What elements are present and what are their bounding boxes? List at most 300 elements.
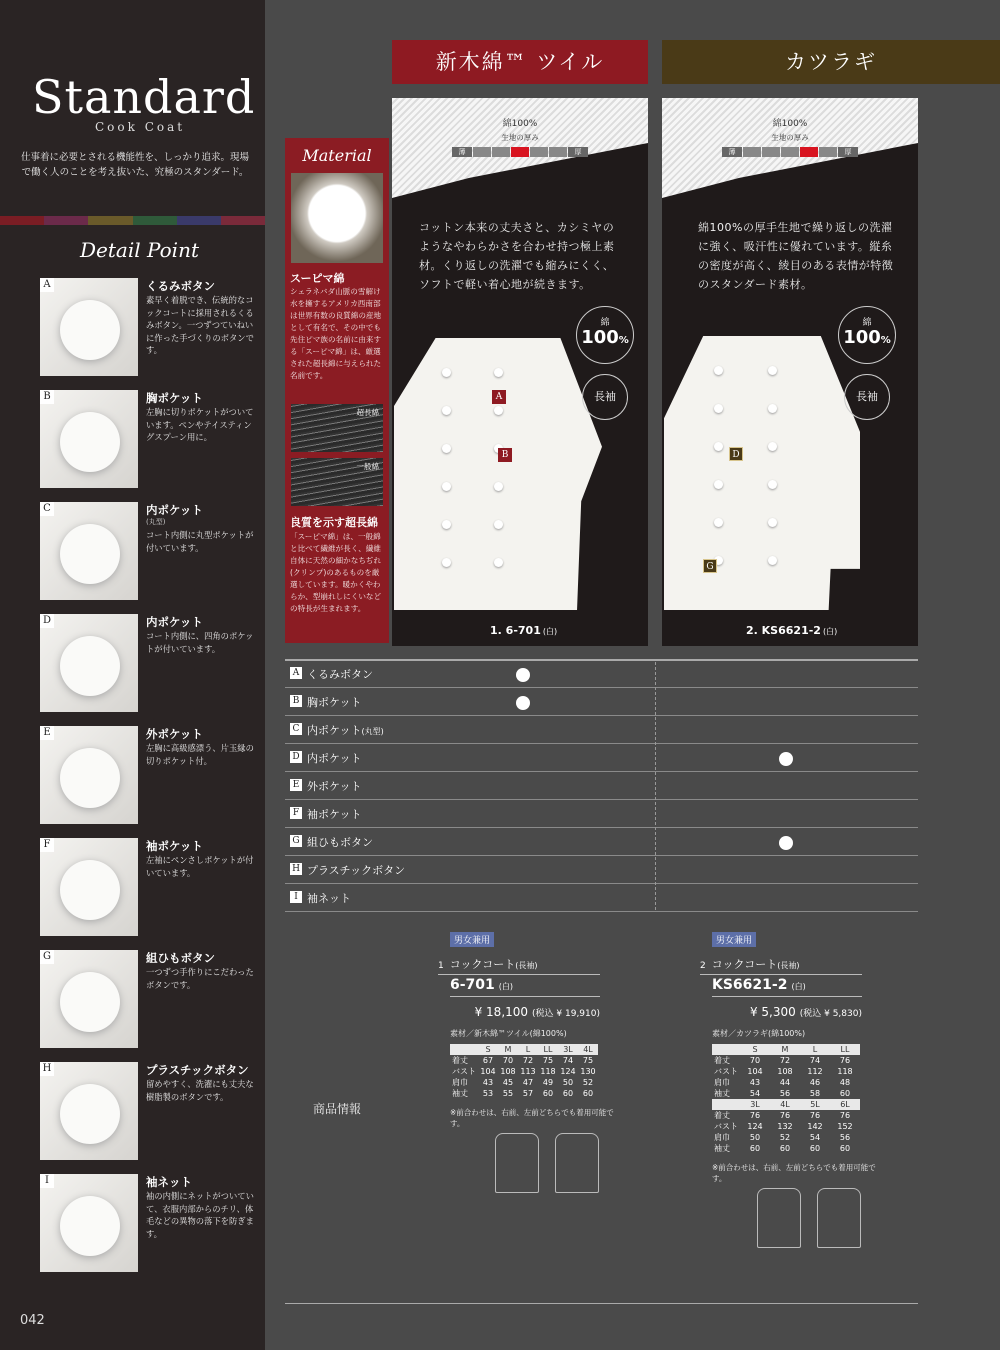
size-cell: L — [518, 1044, 538, 1055]
feature-name — [307, 666, 373, 682]
feature-name — [307, 778, 361, 794]
product-number: 1 — [438, 961, 444, 971]
detail-name: 内ポケット — [146, 615, 203, 629]
detail-item — [40, 726, 260, 826]
size-row — [712, 1088, 860, 1099]
feature-name-text: 内ポケット — [307, 752, 362, 765]
feature-letter: C — [290, 723, 302, 735]
fabric-description: 綿100%の厚手生地で繰り返しの洗濯に強く、吸汗性に優れています。縦糸の密度が高く、綾目のある表情が特徴のスタンダード素材。 — [698, 221, 894, 291]
size-cell: 着丈 — [452, 1056, 468, 1065]
intro-text: 仕事着に必要とされる機能性を、しっかり追求。現場で働く人のことを考え抜いた、究極のスタンダード。 — [20, 152, 249, 178]
detail-item — [40, 838, 260, 938]
size-cell: 43 — [749, 1078, 761, 1087]
size-cell: バスト — [714, 1067, 738, 1076]
detail-item — [40, 950, 260, 1050]
size-cell: 46 — [809, 1078, 821, 1087]
fiber-label: 超長綿 — [356, 408, 379, 417]
feature-name-text: 袖ポケット — [307, 808, 362, 821]
size-cell: 74 — [562, 1056, 574, 1065]
photo-highlight — [60, 636, 120, 696]
size-cell: 108 — [500, 1067, 516, 1076]
fit-note: ※前合わせは、右前、左前どちらでも着用可能です。 — [712, 1163, 876, 1183]
detail-name: プラスチックボタン — [146, 1063, 249, 1077]
cotton-value: 100 — [843, 327, 881, 348]
size-cell: LL — [830, 1044, 860, 1055]
feature-name — [307, 862, 405, 878]
size-cell: 124 — [747, 1122, 763, 1131]
size-cell: 47 — [522, 1078, 534, 1087]
thickness-segment — [473, 147, 491, 157]
feature-letter: G — [290, 835, 302, 847]
feature-letter: F — [290, 807, 302, 819]
detail-photo — [40, 390, 138, 488]
size-cell: 60 — [809, 1144, 821, 1153]
size-cell: バスト — [714, 1122, 738, 1131]
size-cell: 113 — [520, 1067, 536, 1076]
product-price — [450, 1005, 600, 1019]
price-tax: (税込 ¥ 5,830) — [799, 1009, 862, 1019]
material-box — [285, 138, 389, 643]
thickness-segment — [511, 147, 529, 157]
price-text: ¥ 5,300 — [749, 1005, 796, 1019]
feature-name-text: 組ひもボタン — [307, 836, 373, 849]
detail-photo — [40, 1062, 138, 1160]
detail-item — [40, 1062, 260, 1162]
sleeve-badge: 長袖 — [582, 374, 628, 420]
coat-button — [768, 480, 777, 489]
material-description: シェラネバダ山脈の雪解け水を擁するアメリカ西南部は世界有数の良質綿の産地として有名で、その中でも先住ピマ族の名前に由来する「スーピマ綿」は、厳選された超長綿に与えられた名前です。 — [290, 287, 382, 380]
size-row — [450, 1055, 598, 1066]
cotton-badge-value — [577, 328, 633, 351]
photo-highlight — [60, 1196, 120, 1256]
coat-photo — [394, 338, 602, 610]
detail-letter: I — [40, 1174, 54, 1188]
detail-name: 組ひもボタン — [146, 951, 215, 965]
detail-photo — [40, 278, 138, 376]
size-cell: 60 — [779, 1144, 791, 1153]
size-cell: 50 — [749, 1133, 761, 1142]
product-name — [700, 956, 862, 975]
feature-name — [307, 694, 361, 710]
detail-letter: G — [40, 950, 54, 964]
size-cell: 48 — [839, 1078, 851, 1087]
size-cell: 53 — [482, 1089, 494, 1098]
size-cell — [712, 1044, 740, 1055]
detail-desc: 左胸に切りポケットがついています。ペンやテイスティングスプーン用に。 — [146, 407, 254, 442]
feature-letter: D — [290, 751, 302, 763]
detail-sub: (丸型) — [146, 518, 166, 526]
size-cell: 60 — [749, 1144, 761, 1153]
product-code-text: KS6621-2 — [712, 977, 788, 993]
size-cell: 着丈 — [714, 1056, 730, 1065]
photo-highlight — [60, 412, 120, 472]
detail-photo — [40, 1174, 138, 1272]
coat-sketch — [495, 1133, 539, 1193]
feature-dot-2 — [779, 836, 793, 850]
product-material: 素材／新木綿™ツイル(綿100%) — [450, 1029, 567, 1038]
detail-name: 袖ネット — [146, 1175, 192, 1189]
size-cell: 60 — [839, 1144, 851, 1153]
product-code-color: (白) — [498, 982, 514, 991]
size-cell: 108 — [777, 1067, 793, 1076]
thin-label: 薄 — [452, 147, 472, 157]
size-cell: 118 — [837, 1067, 853, 1076]
thickness-segment — [800, 147, 818, 157]
price-tax: (税込 ¥ 19,910) — [532, 1009, 600, 1019]
page-number: 042 — [20, 1313, 45, 1328]
page-title: Standard — [32, 70, 256, 124]
cotton-photo — [291, 173, 383, 263]
size-cell: 57 — [522, 1089, 534, 1098]
coat-button — [714, 366, 723, 375]
size-cell: 72 — [522, 1056, 534, 1065]
size-cell: M — [770, 1044, 800, 1055]
size-row — [450, 1077, 598, 1088]
size-cell: 6L — [830, 1099, 860, 1110]
feature-row — [285, 800, 918, 828]
detail-desc: 留めやすく、洗濯にも丈夫な樹脂製のボタンです。 — [146, 1079, 254, 1102]
detail-desc: 素早く着脱でき、伝統的なコックコートに採用されるくるみボタン。一つずつていねいに作った手づくりのボタンです。 — [146, 295, 254, 355]
size-cell: 肩巾 — [452, 1078, 468, 1087]
thickness-segment — [530, 147, 548, 157]
fiber-label: 一般綿 — [356, 462, 379, 471]
thickness-segment — [819, 147, 837, 157]
caption-color: (白) — [542, 627, 558, 636]
feature-name-text: くるみボタン — [307, 668, 373, 681]
coat-button — [768, 404, 777, 413]
detail-name: 内ポケット — [146, 503, 203, 517]
fit-note: ※前合わせは、右前、左前どちらでも着用可能です。 — [450, 1108, 614, 1128]
coat-sketch — [817, 1188, 861, 1248]
stripe-segment — [221, 216, 265, 225]
price-text: ¥ 18,100 — [474, 1005, 529, 1019]
product-name-text: コックコート — [711, 958, 778, 971]
detail-desc: 袖の内側にネットがついていて、衣服内部からのチリ、体毛などの異物の落下を防ぎます。 — [146, 1191, 254, 1239]
size-row — [450, 1066, 598, 1077]
detail-item — [40, 614, 260, 714]
size-cell: 56 — [779, 1089, 791, 1098]
coat-button — [494, 520, 503, 529]
product-price — [712, 1005, 862, 1019]
size-cell: 54 — [809, 1133, 821, 1142]
thick-label: 厚 — [838, 147, 858, 157]
quality-title: 良質を示す超長綿 — [290, 516, 378, 529]
coat-button — [442, 520, 451, 529]
product-panel-1 — [392, 98, 648, 646]
coat-button — [494, 406, 503, 415]
coat-button — [714, 480, 723, 489]
detail-name: 胸ポケット — [146, 391, 203, 405]
feature-letter: H — [290, 863, 302, 875]
size-cell: 75 — [542, 1056, 554, 1065]
feature-name-text: 外ポケット — [307, 780, 362, 793]
size-cell: 76 — [809, 1111, 821, 1120]
bottom-rule — [285, 1303, 918, 1304]
detail-item — [40, 1174, 260, 1274]
caption-number: 1. 6-701 — [490, 624, 541, 637]
size-cell: 55 — [502, 1089, 514, 1098]
detail-item — [40, 502, 260, 602]
thickness-bar — [722, 146, 858, 158]
size-cell: 5L — [800, 1099, 830, 1110]
size-cell: 45 — [502, 1078, 514, 1087]
feature-name — [307, 806, 361, 822]
size-cell: 76 — [839, 1111, 851, 1120]
size-row — [450, 1044, 598, 1055]
size-cell: 104 — [480, 1067, 496, 1076]
size-cell: 袖丈 — [714, 1144, 730, 1153]
detail-letter: H — [40, 1062, 54, 1076]
coat-sketch — [757, 1188, 801, 1248]
size-row — [450, 1088, 598, 1099]
detail-letter: B — [40, 390, 54, 404]
coat-button — [442, 558, 451, 567]
coat-marker: A — [492, 390, 506, 404]
size-cell: 70 — [502, 1056, 514, 1065]
size-row — [712, 1143, 860, 1154]
size-cell: 4L — [770, 1099, 800, 1110]
feature-row — [285, 716, 918, 744]
size-cell: 4L — [578, 1044, 598, 1055]
coat-sketch — [555, 1133, 599, 1193]
feature-letter: E — [290, 779, 302, 791]
column-header-twill: 新木綿™ ツイル — [392, 40, 648, 84]
feature-name-text: 内ポケット — [307, 724, 362, 737]
detail-name: くるみボタン — [146, 279, 215, 293]
size-cell: 肩巾 — [714, 1133, 730, 1142]
sleeve-badge: 長袖 — [844, 374, 890, 420]
size-cell: 142 — [807, 1122, 823, 1131]
size-cell: 着丈 — [714, 1111, 730, 1120]
detail-photo — [40, 614, 138, 712]
feature-row — [285, 772, 918, 800]
left-panel — [0, 0, 265, 1350]
product-name-text: コックコート — [449, 958, 516, 971]
coat-button — [768, 556, 777, 565]
size-cell: S — [740, 1044, 770, 1055]
product-name — [438, 956, 600, 975]
size-cell: 56 — [839, 1133, 851, 1142]
size-row — [712, 1055, 860, 1066]
size-cell — [712, 1099, 740, 1110]
thin-label: 薄 — [722, 147, 742, 157]
thickness-segment — [762, 147, 780, 157]
thick-label: 厚 — [568, 147, 588, 157]
stripe-segment — [44, 216, 88, 225]
coat-caption — [746, 624, 837, 637]
cotton-value: 100 — [581, 327, 619, 348]
product-code-text: 6-701 — [450, 977, 495, 993]
feature-letter: B — [290, 695, 302, 707]
caption-color: (白) — [822, 627, 838, 636]
size-cell: 60 — [562, 1089, 574, 1098]
detail-letter: C — [40, 502, 54, 516]
coat-button — [494, 368, 503, 377]
size-cell: 130 — [580, 1067, 596, 1076]
size-cell: 74 — [809, 1056, 821, 1065]
feature-letter: A — [290, 667, 302, 679]
coat-caption — [490, 624, 557, 637]
detail-letter: F — [40, 838, 54, 852]
product-number: 2 — [700, 961, 706, 971]
coat-button — [768, 518, 777, 527]
size-cell — [450, 1044, 478, 1055]
photo-highlight — [60, 300, 120, 360]
feature-name — [307, 834, 373, 850]
column-header-katsuragi: カツラギ — [662, 40, 1000, 84]
size-cell: 76 — [749, 1111, 761, 1120]
size-table — [712, 1044, 860, 1154]
size-cell: M — [498, 1044, 518, 1055]
thickness-label: 生地の厚み — [771, 133, 809, 142]
coat-marker: D — [729, 447, 743, 461]
detail-name: 外ポケット — [146, 727, 203, 741]
thickness-bar — [452, 146, 588, 158]
size-row — [712, 1132, 860, 1143]
feature-name — [307, 890, 351, 906]
coat-button — [768, 442, 777, 451]
feature-dot-2 — [779, 752, 793, 766]
detail-photo — [40, 950, 138, 1048]
detail-photo — [40, 502, 138, 600]
fiber-photo-normal — [291, 458, 383, 506]
photo-highlight — [60, 1084, 120, 1144]
feature-name — [307, 722, 384, 738]
cotton-badge-top: 綿 — [600, 318, 610, 328]
size-cell: 76 — [839, 1056, 851, 1065]
feature-row — [285, 856, 918, 884]
size-cell: 67 — [482, 1056, 494, 1065]
feature-name — [307, 750, 361, 766]
detail-photo — [40, 838, 138, 936]
detail-letter: D — [40, 614, 54, 628]
size-cell: 76 — [779, 1111, 791, 1120]
size-row — [712, 1044, 860, 1055]
coat-button — [714, 518, 723, 527]
cotton-unit: % — [880, 335, 891, 346]
material-name: スーピマ綿 — [290, 272, 345, 285]
coat-button — [714, 404, 723, 413]
size-cell: バスト — [452, 1067, 476, 1076]
feature-sub: (丸型) — [361, 727, 384, 736]
size-cell: 袖丈 — [452, 1089, 468, 1098]
size-cell: 112 — [807, 1067, 823, 1076]
coat-photo — [664, 336, 860, 610]
unisex-badge: 男女兼用 — [712, 932, 756, 947]
color-stripe — [0, 216, 265, 225]
product-code-color: (白) — [791, 982, 806, 991]
stripe-segment — [88, 216, 132, 225]
size-cell: 72 — [779, 1056, 791, 1065]
detail-desc: 左袖にペンさしポケットが付いています。 — [146, 855, 254, 878]
size-cell: 124 — [560, 1067, 576, 1076]
detail-point-heading: Detail Point — [80, 238, 199, 262]
fabric-composition: 綿100% — [502, 119, 538, 129]
feature-row — [285, 884, 918, 912]
page-subtitle: Cook Coat — [95, 120, 186, 134]
stripe-segment — [0, 216, 44, 225]
size-cell: 70 — [749, 1056, 761, 1065]
feature-row — [285, 744, 918, 772]
photo-highlight — [60, 860, 120, 920]
detail-name: 袖ポケット — [146, 839, 203, 853]
stripe-segment — [133, 216, 177, 225]
coat-button — [442, 368, 451, 377]
thickness-segment — [743, 147, 761, 157]
product-code — [712, 977, 862, 997]
size-cell: LL — [538, 1044, 558, 1055]
quality-description: 「スーピマ綿」は、一般綿と比べて繊維が長く、繊維自体に天然の細かなちぢれ(クリンプ)のあるものを厳選しています。暖かくやわらか、型崩れしにくいなどの特長が生まれます。 — [290, 532, 382, 613]
feature-row — [285, 688, 918, 716]
feature-table — [285, 660, 918, 912]
detail-desc: コート内側に丸型ポケットが付いています。 — [146, 530, 254, 553]
thickness-segment — [549, 147, 567, 157]
product-name-sub: (長袖) — [515, 961, 538, 970]
size-cell: 152 — [837, 1122, 853, 1131]
coat-button — [714, 442, 723, 451]
cotton-unit: % — [618, 335, 629, 346]
coat-marker: G — [703, 559, 717, 573]
product-panel-2 — [662, 98, 918, 646]
coat-button — [442, 444, 451, 453]
material-title: Material — [302, 146, 372, 165]
cotton-badge-value — [839, 328, 895, 351]
size-table — [450, 1044, 598, 1099]
coat-button — [442, 482, 451, 491]
product-name-sub: (長袖) — [777, 961, 800, 970]
feature-row — [285, 660, 918, 688]
detail-desc: 左胸に高級感漂う、片玉縁の切りポケット付。 — [146, 743, 254, 766]
size-cell: 118 — [540, 1067, 556, 1076]
detail-letter: E — [40, 726, 54, 740]
detail-item — [40, 278, 260, 378]
thickness-label: 生地の厚み — [501, 133, 539, 142]
size-row — [712, 1077, 860, 1088]
cotton-badge-top: 綿 — [862, 318, 872, 328]
cotton-badge — [576, 306, 634, 364]
fabric-composition: 綿100% — [772, 119, 808, 129]
feature-table-separator — [655, 662, 656, 910]
coat-marker: B — [498, 448, 512, 462]
size-cell: 132 — [777, 1122, 793, 1131]
size-row — [712, 1110, 860, 1121]
size-cell: 49 — [542, 1078, 554, 1087]
size-cell: 60 — [582, 1089, 594, 1098]
feature-row — [285, 828, 918, 856]
size-cell: 43 — [482, 1078, 494, 1087]
size-cell: 3L — [740, 1099, 770, 1110]
cotton-badge — [838, 306, 896, 364]
thickness-segment — [492, 147, 510, 157]
thickness-segment — [781, 147, 799, 157]
feature-dot-1 — [516, 668, 530, 682]
coat-button — [494, 482, 503, 491]
feature-letter: I — [290, 891, 302, 903]
photo-highlight — [60, 972, 120, 1032]
size-cell: 52 — [779, 1133, 791, 1142]
size-cell: 75 — [582, 1056, 594, 1065]
detail-desc: 一つずつ手作りにこだわったボタンです。 — [146, 967, 254, 990]
size-cell: 3L — [558, 1044, 578, 1055]
feature-dot-1 — [516, 696, 530, 710]
size-cell: 袖丈 — [714, 1089, 730, 1098]
size-cell: 58 — [809, 1089, 821, 1098]
size-row — [712, 1121, 860, 1132]
size-cell: 104 — [747, 1067, 763, 1076]
coat-button — [768, 366, 777, 375]
size-row — [712, 1099, 860, 1110]
size-cell: L — [800, 1044, 830, 1055]
